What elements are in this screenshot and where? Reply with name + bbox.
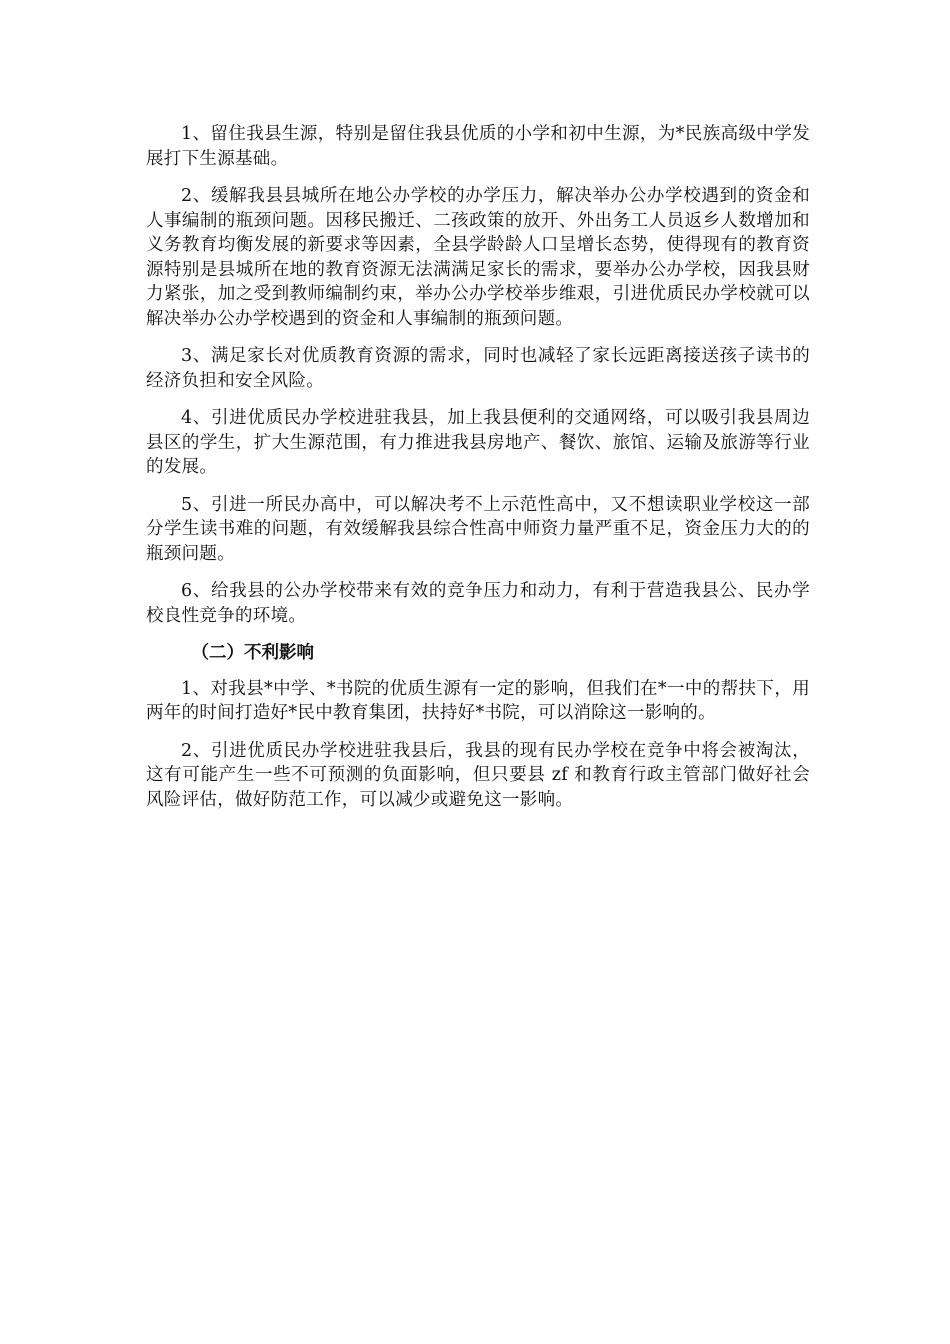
paragraph-favorable-5: 5、引进一所民办高中，可以解决考不上示范性高中，又不想读职业学校这一部分学生读书难的问题，有效缓解我县综合性高中师资力量严重不足，资金压力大的的瓶颈问题。 (146, 494, 810, 564)
paragraph-unfavorable-1: 1、对我县*中学、*书院的优质生源有一定的影响，但我们在*一中的帮扶下，用两年的时间打造好*民中教育集团，扶持好*书院，可以消除这一影响的。 (146, 678, 810, 723)
paragraph-unfavorable-2: 2、引进优质民办学校进驻我县后，我县的现有民办学校在竞争中将会被淘汰，这有可能产生一些不可预测的负面影响，但只要县 zf 和教育行政主管部门做好社会风险评估，做好防范工作，可以减少或避免这一影响。 (146, 740, 810, 810)
paragraph-favorable-1: 1、留住我县生源，特别是留住我县优质的小学和初中生源，为*民族高级中学发展打下生源基础。 (146, 124, 810, 169)
paragraph-favorable-4: 4、引进优质民办学校进驻我县，加上我县便利的交通网络，可以吸引我县周边县区的学生，扩大生源范围，有力推进我县房地产、餐饮、旅馆、运输及旅游等行业的发展。 (146, 408, 810, 477)
paragraph-favorable-2: 2、缓解我县县城所在地公办学校的办学压力，解决举办公办学校遇到的资金和人事编制的瓶颈问题。因移民搬迁、二孩政策的放开、外出务工人员返乡人数增加和义务教育均衡发展的新要求等因素，全县学龄龄人口呈增长态势，使得现有的教育资源特别是县城所在地的教育资源无法满满足家长的需求，要举办公办学校，因我县财力紧张，加之受到教师编制约束，举办公办学校举步维艰，引进优质民办学校就可以解决举办公办学校遇到的资金和人事编制的瓶颈问题。 (146, 186, 810, 329)
paragraph-favorable-3: 3、满足家长对优质教育资源的需求，同时也减轻了家长远距离接送孩子读书的经济负担和安全风险。 (146, 346, 810, 391)
paragraph-favorable-6: 6、给我县的公办学校带来有效的竞争压力和动力，有利于营造我县公、民办学校良性竞争的环境。 (146, 581, 810, 626)
section-heading-unfavorable: （二）不利影响 (191, 643, 314, 663)
document-page (146, 122, 810, 825)
